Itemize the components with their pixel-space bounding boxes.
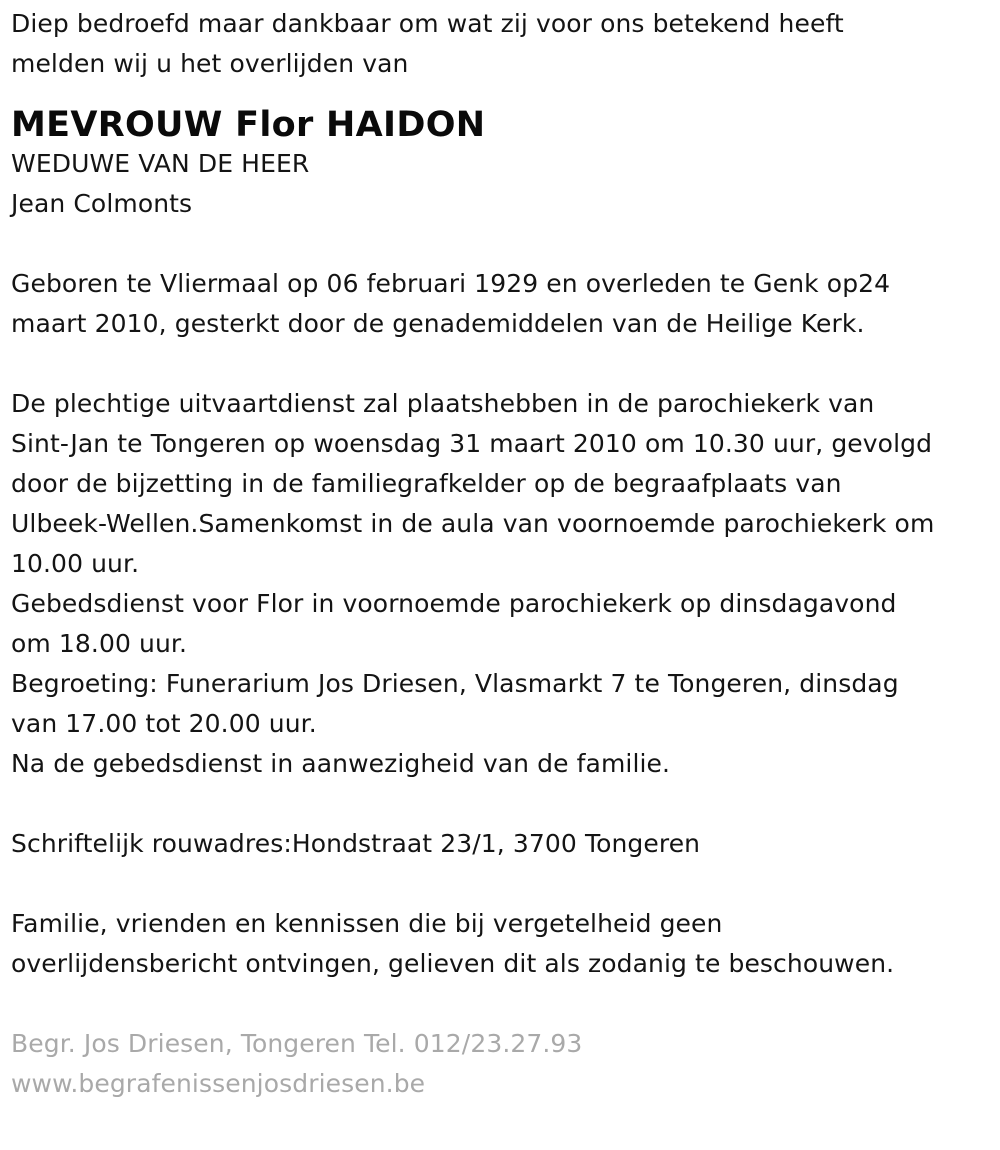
funeral-line: Begroeting: Funerarium Jos Driesen, Vlasmarkt 7 te Tongeren, dinsdag (11, 669, 899, 698)
closing-line: Familie, vrienden en kennissen die bij vergetelheid geen (11, 909, 723, 938)
funeral-line: door de bijzetting in de familiegrafkelder op de begraafplaats van (11, 469, 842, 498)
address-paragraph (11, 824, 996, 864)
intro-paragraph (11, 4, 996, 84)
spouse-name: Jean Colmonts (11, 189, 193, 218)
death-notice (11, 4, 996, 1104)
funeral-paragraph (11, 384, 996, 784)
funeral-line: Ulbeek-Wellen.Samenkomst in de aula van voornoemde parochiekerk om (11, 509, 935, 538)
funeral-line: Gebedsdienst voor Flor in voornoemde parochiekerk op dinsdagavond (11, 589, 897, 618)
paragraph-spacer (11, 864, 996, 904)
paragraph-spacer (11, 224, 996, 264)
funeral-line: om 18.00 uur. (11, 629, 188, 658)
funeral-line: Na de gebedsdienst in aanwezigheid van de familie. (11, 749, 671, 778)
funeral-line: De plechtige uitvaartdienst zal plaatshebben in de parochiekerk van (11, 389, 875, 418)
intro-line: melden wij u het overlijden van (11, 49, 409, 78)
funeral-line: Sint-Jan te Tongeren op woensdag 31 maart 2010 om 10.30 uur, gevolgd (11, 429, 933, 458)
closing-line: overlijdensbericht ontvingen, gelieven dit als zodanig te beschouwen. (11, 949, 895, 978)
funeral-line: van 17.00 tot 20.00 uur. (11, 709, 317, 738)
intro-line: Diep bedroefd maar dankbaar om wat zij voor ons betekend heeft (11, 9, 844, 38)
closing-paragraph (11, 904, 996, 984)
funeral-line: 10.00 uur. (11, 549, 140, 578)
paragraph-spacer (11, 344, 996, 384)
paragraph-spacer (11, 984, 996, 1024)
deceased-block (11, 100, 996, 224)
widow-of-label: WEDUWE VAN DE HEER (11, 149, 310, 178)
address-line: Schriftelijk rouwadres:Hondstraat 23/1, 3700 Tongeren (11, 829, 701, 858)
funeral-home-footer (11, 1024, 996, 1104)
birth-death-paragraph (11, 264, 996, 344)
deceased-name: MEVROUW Flor HAIDON (11, 105, 486, 145)
paragraph-spacer (11, 784, 996, 824)
funeral-home-website: www.begrafenissenjosdriesen.be (11, 1069, 426, 1098)
funeral-home-contact: Begr. Jos Driesen, Tongeren Tel. 012/23.27.93 (11, 1029, 583, 1058)
birth-death-line: maart 2010, gesterkt door de genademiddelen van de Heilige Kerk. (11, 309, 865, 338)
birth-death-line: Geboren te Vliermaal op 06 februari 1929 en overleden te Genk op24 (11, 269, 891, 298)
